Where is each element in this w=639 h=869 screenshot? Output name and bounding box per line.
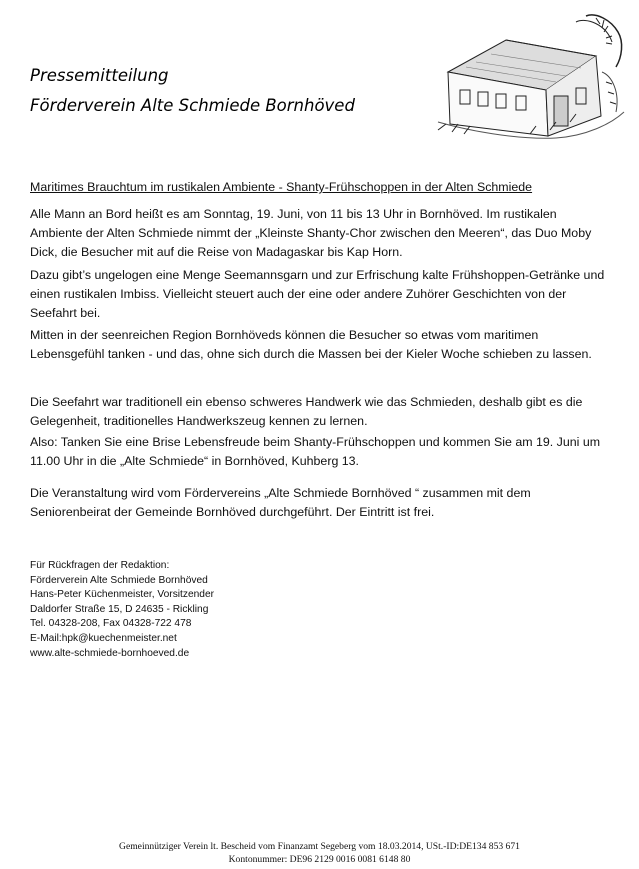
contact-address: Daldorfer Straße 15, D 24635 - Rickling <box>30 603 209 615</box>
body-paragraph: Die Veranstaltung wird vom Fördervereins „Alte Schmiede Bornhöved “ zusammen mit dem Seniorenbeirat der Gemeinde Bornhöved durchgeführt. Der Eintritt ist frei. <box>30 486 531 519</box>
contact-block <box>30 559 214 661</box>
contact-website-link[interactable]: www.alte-schmiede-bornhoeved.de <box>30 647 190 659</box>
contact-person: Hans-Peter Küchenmeister, Vorsitzender <box>30 589 215 601</box>
association-name: Förderverein Alte Schmiede Bornhöved <box>30 96 355 115</box>
body-paragraph: Also: Tanken Sie eine Brise Lebensfreude beim Shanty-Frühschoppen und kommen Sie am 19. Juni um 11.00 Uhr in die „Alte Schmiede“ in Bornhöved, Kuhberg 13. <box>30 435 601 468</box>
body-paragraph: Alle Mann an Bord heißt es am Sonntag, 19. Juni, von 11 bis 13 Uhr in Bornhöved. Im rustikalen Ambiente der Alten Schmiede nimmt der „Kleinste Shanty-Chor zwischen den Meeren“, das Duo Moby Dick, die Besucher mit auf die Reise von Madagaskar bis Kap Horn. <box>30 207 592 259</box>
body-paragraph: Mitten in der seenreichen Region Bornhöveds können die Besucher so etwas vom maritimen Lebensgefühl tanken - und das, ohne sich durch die Massen bei der Kieler Woche schieben zu lassen. <box>30 328 592 361</box>
body-paragraph: Dazu gibt’s ungelogen eine Menge Seemannsgarn und zur Erfrischung kalte Frühshoppen-Getränke und einen rustikalen Imbiss. Vielleicht steuert auch der eine oder andere Zuhörer Geschichten von der Seefahrt bei. <box>30 268 605 320</box>
alte-schmiede-sketch-image <box>436 12 626 142</box>
contact-organization: Förderverein Alte Schmiede Bornhöved <box>30 574 208 586</box>
contact-email[interactable]: E-Mail:hpk@kuechenmeister.net <box>30 632 177 644</box>
footer-tax-note: Gemeinnütziger Verein lt. Bescheid vom Finanzamt Segeberg vom 18.03.2014, USt.-ID:DE134 853 671 <box>119 841 520 852</box>
body-paragraph: Die Seefahrt war traditionell ein ebenso schweres Handwerk wie das Schmieden, deshalb gibt es die Gelegenheit, traditionelles Handwerkszeug kennen zu lernen. <box>30 395 583 428</box>
footer <box>0 840 639 866</box>
footer-account-number: Kontonummer: DE96 2129 0016 0081 6148 80 <box>228 854 411 865</box>
contact-heading: Für Rückfragen der Redaktion: <box>30 560 170 571</box>
article-headline: Maritimes Brauchtum im rustikalen Ambiente - Shanty-Frühschoppen in der Alten Schmiede <box>30 180 533 194</box>
contact-phone-fax: Tel. 04328-208, Fax 04328-722 478 <box>30 618 192 630</box>
press-release-title: Pressemitteilung <box>30 66 169 85</box>
